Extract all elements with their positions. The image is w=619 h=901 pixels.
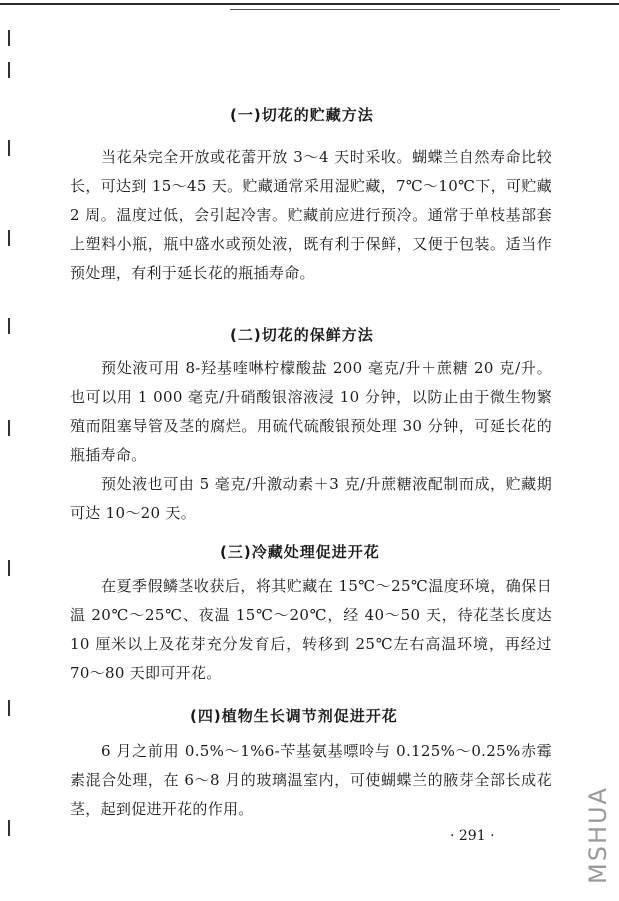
binding-margin-mark [8, 560, 10, 576]
body-paragraph: 在夏季假鳞茎收获后，将其贮藏在 15℃～25℃温度环境，确保日温 20℃～25℃、夜温 15℃～20℃，经 40～50 天，待花茎长度达 10 厘米以上及花芽充分发育后，转移到 25℃左右高温环境，再经过 70～80 天即可开花。 [70, 577, 552, 682]
binding-margin-mark [8, 140, 10, 156]
body-paragraph: 预处液可用 8-羟基喹啉柠檬酸盐 200 毫克/升＋蔗糖 20 克/升。也可以用 1 000 毫克/升硝酸银溶液浸 10 分钟，以防止由于微生物繁殖而阻塞导管及茎的腐烂。用硫代硫酸银预处理 30 分钟，可延长花的瓶插寿命。 [70, 359, 552, 464]
binding-margin-mark [8, 700, 10, 716]
watermark-text: MSHUA [584, 786, 613, 884]
body-paragraph: 预处液也可由 5 毫克/升激动素＋3 克/升蔗糖液配制而成，贮藏期可达 10～20 天。 [70, 475, 552, 522]
body-paragraph: 6 月之前用 0.5%～1%6-苄基氨基嘌呤与 0.125%～0.25%赤霉素混合处理，在 6～8 月的玻璃温室内，可使蝴蝶兰的腋芽全部长成花茎，起到促进开花的作用。 [70, 742, 552, 818]
watermark [578, 780, 618, 890]
section-heading: (三)冷藏处理促进开花 [220, 543, 380, 561]
body-paragraph: 当花朵完全开放或花蕾开放 3～4 天时采收。蝴蝶兰自然寿命比较长，可达到 15～45 天。贮藏通常采用湿贮藏，7℃～10℃下，可贮藏 2 周。温度过低，会引起冷害。贮藏前应进行预冷。通常于单枝基部套上塑料小瓶，瓶中盛水或预处液，既有利于保鲜，又便于包装。适当作预处理，有利于延长花的瓶插寿命。 [70, 148, 552, 282]
section-heading: (四)植物生长调节剂促进开花 [190, 707, 398, 725]
binding-margin-mark [8, 318, 10, 334]
binding-margin-mark [8, 30, 10, 46]
binding-margin-mark [8, 230, 10, 246]
page-number: · 291 · [450, 828, 495, 844]
section-heading: (一)切花的贮藏方法 [230, 106, 374, 124]
top-border-line-secondary [230, 9, 560, 10]
section-heading: (二)切花的保鲜方法 [230, 326, 374, 344]
binding-margin-mark [8, 820, 10, 836]
binding-margin-mark [8, 420, 10, 436]
top-border-line [0, 3, 619, 5]
binding-margin-mark [8, 62, 10, 78]
